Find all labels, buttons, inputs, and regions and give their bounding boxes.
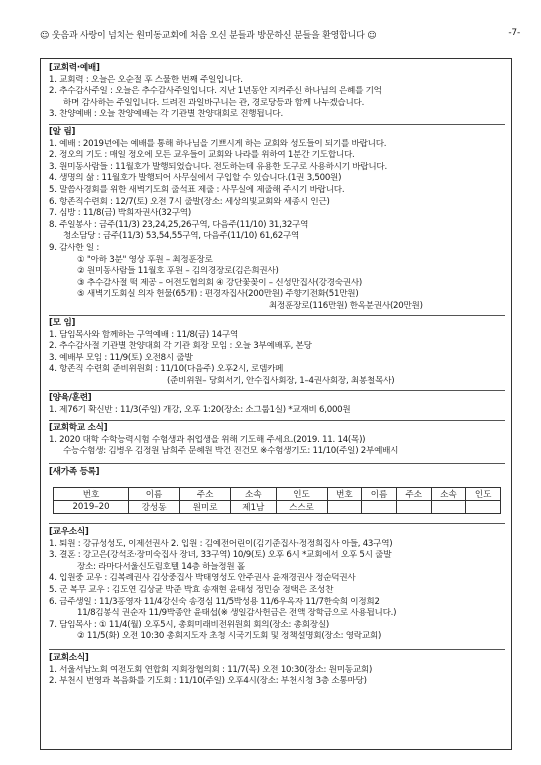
table-header-cell: 번호 (327, 488, 362, 501)
section-title: [교회소식] (49, 653, 89, 663)
worship-section (49, 63, 505, 121)
table-cell (362, 501, 397, 514)
section-title: [알 림] (49, 127, 76, 137)
table-header-cell: 이름 (362, 488, 397, 501)
training-section (49, 393, 505, 416)
section-title: [교우소식] (49, 527, 89, 537)
notice-line: 2. 정오의 기도 : 매일 정오에 모든 교우들이 교회와 나라를 위하여 1분간 기도합니다. (49, 150, 355, 161)
bulletin-frame (40, 58, 512, 750)
notice-line: 4. 생명의 삶 : 11월호가 발행되어 사무실에서 구입할 수 있습니다.(1권 3,500원) (49, 173, 342, 184)
notice-section (49, 127, 505, 313)
divider (49, 463, 505, 464)
worship-line: 3. 찬양예배 : 오늘 찬양예배는 각 기관별 찬양대회로 진행됩니다. (49, 109, 283, 120)
registration-table (53, 487, 501, 514)
divider (49, 649, 505, 650)
news-line: 장소: 라마다서울신도림호텔 14층 하늘정원 홀 (77, 561, 245, 572)
meeting-line: 1. 담임목사와 함께하는 구역예배 : 11/8(금) 14구역 (49, 329, 238, 340)
table-row (54, 501, 501, 514)
notice-line: 1. 예배 : 2019년에는 예배를 통해 하나님을 기쁘시게 하는 교회와 성도들이 되기를 바랍니다. (49, 138, 387, 149)
section-title: [새가족 등록] (49, 467, 100, 477)
table-cell: 스스로 (276, 501, 327, 514)
table-cell (466, 501, 501, 514)
worship-line: 1. 교회력 : 오늘은 오순절 후 스물한 번째 주일입니다. (49, 74, 243, 85)
divider (49, 390, 505, 391)
news-line: 11/8김봉식 권순자 11/9박종안 윤태섭(※ 생일감사헌금은 전액 장학금으로 사용됩니다.) (77, 608, 397, 619)
meeting-line: 3. 예배부 모임 : 11/9(토) 오전8시 출발 (49, 352, 193, 363)
school-section (49, 423, 505, 458)
notice-line: ① "아하 3분" 영상 후원 – 최정훈장로 (77, 254, 213, 265)
news-line: 6. 금주생일 : 11/3홍영자 11/4강신숙 송경심 11/5박성용 11/6우옥자 11/7한숙희 이정희2 (49, 596, 380, 607)
news-line: 1. 퇴원 : 강규성성도, 이제선권사 2. 입원 : 김예전어린이(김기준집사·정정희집사 아들, 43구역) (49, 538, 393, 549)
notice-line: 3. 원미동사람들 : 11월호가 발행되었습니다. 전도하는데 유용한 도구로 사용하시기 바랍니다. (49, 161, 387, 172)
table-cell (396, 501, 431, 514)
meeting-line: (준비위원– 당회서기, 안수집사회장, 1–4권사회장, 최봉철목사) (167, 375, 395, 386)
news-line: 4. 입원중 교우 : 김복례권사 김상중집사 박태영성도 안주권사 윤재경권사 정순덕권사 (49, 573, 356, 584)
news-line: 7. 담임목사 : ① 11/4(월) 오후5시, 총회미래비전위원회 회의(장소: 총회장실) (49, 619, 329, 630)
worship-line: 하며 감사하는 주일입니다. 드려진 과일바구니는 관, 경로당등과 함께 나누겠습니다. (63, 97, 365, 108)
section-title: [모 임] (49, 318, 76, 328)
table-header-cell: 인도 (466, 488, 501, 501)
notice-line: ② 원미동사람들 11월호 후원 – 김의경장로(김은희권사) (77, 266, 279, 277)
notice-line: 6. 항존직수련회 : 12/7(토) 오전 7시 출발(장소: 세상의빛교회와 세종시 인근) (49, 196, 330, 207)
section-title: [양육/훈련] (49, 393, 92, 403)
table-cell: 제1남 (231, 501, 276, 514)
table-header-cell: 이름 (129, 488, 180, 501)
divider (49, 124, 505, 125)
table-cell: 강성동 (129, 501, 180, 514)
meeting-line: 4. 항존직 수련회 준비위원회 : 11/10(다음주) 오후2시, 로뎀카페 (49, 364, 284, 375)
table-header-cell: 주소 (396, 488, 431, 501)
divider (49, 420, 505, 421)
table-cell: 원미로 (180, 501, 231, 514)
welcome-text: ☺ 웃음과 사랑이 넘치는 원미동교회에 처음 오신 분들과 방문하신 분들을 환영합니다 ☺ (40, 31, 377, 41)
region-section (49, 653, 505, 688)
notice-line: 최정훈장로(116만원) 한옥분권사(20만원) (269, 300, 423, 311)
table-header-row (54, 488, 501, 501)
table-cell (431, 501, 466, 514)
table-cell: 2019–20 (54, 501, 129, 514)
divider (49, 315, 505, 316)
news-line: 5. 군 복무 교우 : 김도연 김상균 박준 박효 송재현 윤태성 정민승 정택은 조성찬 (49, 584, 334, 595)
table-header-cell: 주소 (180, 488, 231, 501)
training-line: 1. 제76기 확신반 : 11/3(주일) 개강, 오후 1:20(장소: 소그룹1실) *교재비 6,000원 (49, 404, 351, 415)
news-section (49, 527, 505, 643)
section-title: [교회학교 소식] (49, 423, 108, 433)
table-cell (327, 501, 362, 514)
divider (49, 523, 505, 524)
notice-line: ⑤ 새벽기도회실 의자 헌물(65개) : 편경자집사(200만원) 주향기전화(51만원) (77, 289, 359, 300)
meeting-line: 2. 추수감사절 기관별 찬양대회 각 기관 회장 모임 : 오늘 3부예배후, 본당 (49, 341, 312, 352)
notice-line: 5. 말씀사경회를 위한 새벽기도회 출석표 제출 : 사무실에 제출해 주시기 바랍니다. (49, 184, 345, 195)
worship-line: 2. 추수감사주일 : 오늘은 추수감사주일입니다. 지난 1년동안 지켜주신 하나님의 은혜를 기억 (49, 86, 382, 97)
table-header-cell: 인도 (276, 488, 327, 501)
news-line: 3. 결혼 : 강고은(강석조·장미숙집사 장녀, 33구역) 10/9(토) 오후 6시 *교회에서 오후 5시 출발 (49, 550, 392, 561)
region-line: 1. 서울서남노회 여전도회 연합회 지회장협의회 : 11/7(목) 오전 10:30(장소: 원미동교회) (49, 664, 373, 675)
table-header-cell: 소속 (231, 488, 276, 501)
notice-line: ③ 추수감사절 떡 제공 – 어전도협의회 ④ 강단꽃꽂이 – 신성만집사(강경숙권사) (77, 277, 363, 288)
page-number: -7- (508, 28, 520, 38)
notice-line: 청소담당 : 금주(11/3) 53,54,55구역, 다음주(11/10) 61,62구역 (63, 231, 300, 242)
page-header (40, 28, 520, 41)
notice-line: 7. 심방 : 11/8(금) 박희자권사(32구역) (49, 208, 191, 219)
school-line: 1. 2020 대학 수학능력시험 수험생과 취업생을 위해 기도해 주세요.(2019. 11. 14(목)) (49, 434, 366, 445)
notice-line: 8. 주일봉사 : 금주(11/3) 23,24,25,26구역, 다음주(11/10) 31,32구역 (49, 219, 309, 230)
section-title: [교회력·예배] (49, 63, 100, 73)
table-header-cell: 번호 (54, 488, 129, 501)
registration-section (49, 467, 505, 479)
news-line: ② 11/5(화) 오전 10:30 총회지도자 초청 시국기도회 및 정책설명회(장소: 영락교회) (77, 631, 382, 642)
school-line: 수능수험생: 김병우 김정원 남희주 문혜원 박건 진건모 ※수험생기도: 11/10(주일) 2부예배시 (63, 446, 399, 457)
region-line: 2. 부천시 번영과 복음화를 기도회 : 11/10(주일) 오후4시(장소: 부천시청 3층 소통마당) (49, 676, 367, 687)
notice-line: 9. 감사한 일 : (49, 242, 99, 253)
table-header-cell: 소속 (431, 488, 466, 501)
meetings-section (49, 318, 505, 388)
